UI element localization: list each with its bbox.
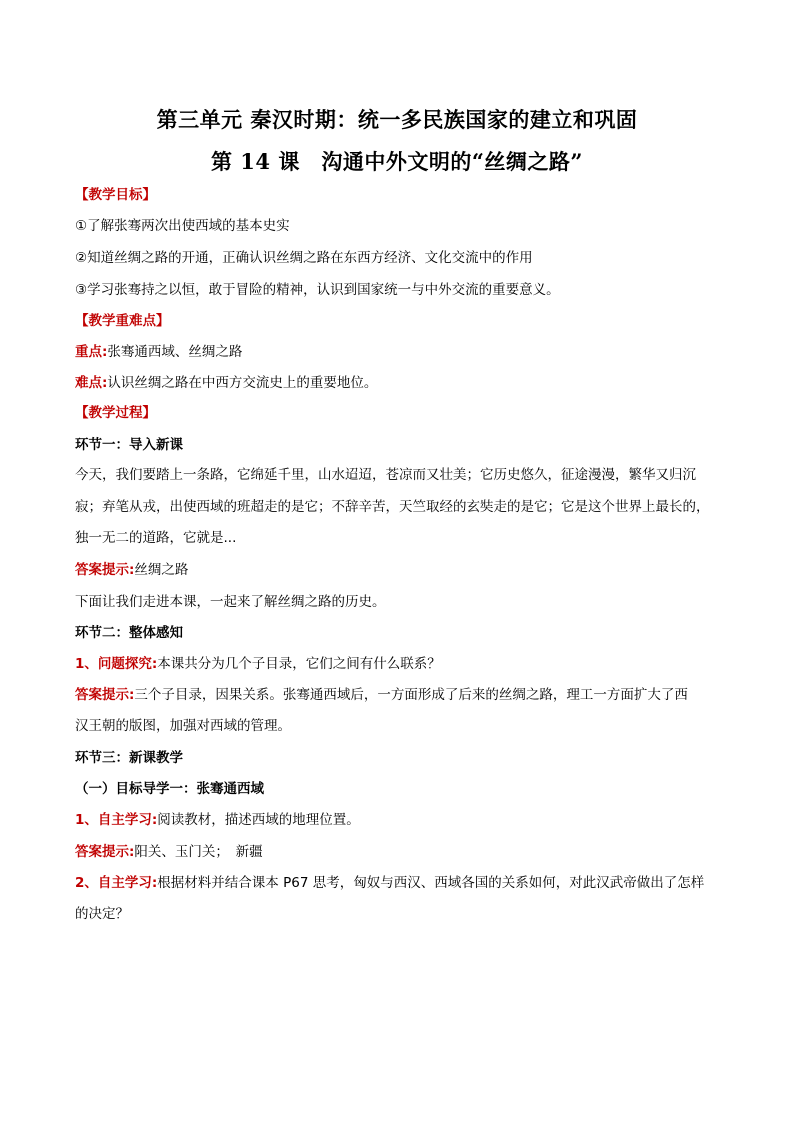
objective-item: ②知道丝绸之路的开通，正确认识丝绸之路在东西方经济、文化交流中的作用 [75,250,533,266]
section-heading-process [75,404,735,422]
step2-title: 环节二：整体感知 [75,625,183,641]
answer-text: 阳关、玉门关； 新疆 [134,844,263,860]
difficult-point-line [75,374,735,392]
answer-label: 答案提示: [75,844,135,860]
heading-text: 【 教学目标 】 [75,187,156,203]
intro-line: 寂；弃笔从戎，出使西域的班超走的是它；不辞辛苦，天竺取经的玄奘走的是它；它是这个世界上最长的， [75,499,710,515]
question-label: 1、自主学习: [75,812,158,828]
question-label: 1、问题探究: [75,656,158,672]
question-text: 根据材料并结合课本 P67 思考，匈奴与西汉、西域各国的关系如何，对此汉武帝做出了怎样 [157,875,705,891]
transition-line: 下面让我们走进本课，一起来了解丝绸之路的历史。 [75,594,386,610]
step1-title: 环节一：导入新课 [75,437,183,453]
intro-line: 今天，我们要踏上一条路，它绵延千里，山水迢迢，苍凉而又壮美；它历史悠久，征途漫漫，繁华又归沉 [75,467,696,483]
question-line [75,874,735,892]
answer-label: 答案提示: [75,687,135,703]
question-text: 本课共分为几个子目录，它们之间有什么联系？ [157,656,441,672]
section-heading-objectives [75,186,735,204]
section-heading-key-points [75,312,735,330]
question-label: 2、自主学习: [75,875,158,891]
answer-text: 三个子目录，因果关系。张骞通西域后，一方面形成了后来的丝绸之路，理工一方面扩大了西 [134,687,688,703]
key-point-line [75,343,735,361]
question-text: 阅读教材，描述西域的地理位置。 [157,812,360,828]
objective-item: ①了解张骞两次出使西域的基本史实 [75,218,290,234]
answer-line [75,561,735,579]
intro-line: 独一无二的道路，它就是... [75,530,237,546]
answer-label: 答案提示: [75,562,135,578]
difficult-text: 认识丝绸之路在中西方交流史上的重要地位。 [107,375,378,391]
question-line [75,655,735,673]
key-text: 张骞通西域、丝绸之路 [107,344,243,360]
answer-text: 丝绸之路 [134,562,189,578]
lesson-title: 第 14 课 沟通中外文明的“丝绸之路” [210,149,583,174]
answer-line [75,686,735,704]
unit-title: 第三单元 秦汉时期：统一多民族国家的建立和巩固 [156,107,638,132]
answer-line [75,843,735,861]
question-line-cont: 的决定？ [75,906,129,922]
key-label: 重点: [75,344,108,360]
heading-text: 【 教学过程 】 [75,405,156,421]
objective-item: ③学习张骞持之以恒，敢于冒险的精神，认识到国家统一与中外交流的重要意义。 [75,282,560,298]
question-line [75,811,735,829]
heading-text: 【 教学重难点 】 [75,313,170,329]
answer-line-cont: 汉王朝的版图，加强对西域的管理。 [75,718,291,734]
section1-title: （一）目标导学一：张骞通西域 [75,781,264,797]
step3-title: 环节三：新课教学 [75,750,183,766]
difficult-label: 难点: [75,375,108,391]
